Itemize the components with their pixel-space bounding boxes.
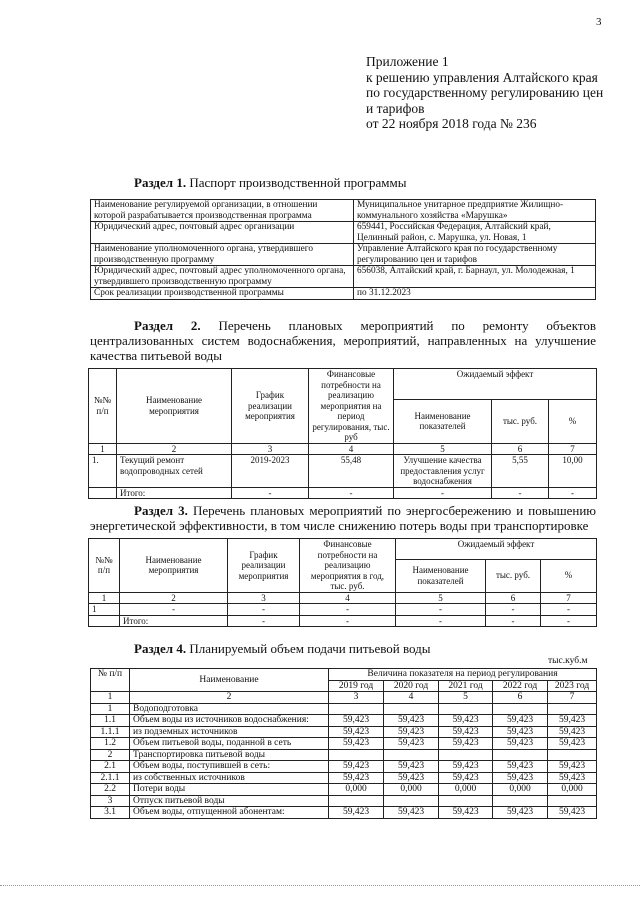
column-number: 4	[309, 443, 394, 455]
table-cell: 59,423	[493, 715, 548, 727]
header-schedule: График реализации мероприятия	[228, 539, 300, 593]
header-effect: Ожидаемый эффект	[396, 539, 597, 560]
column-number: 4	[384, 692, 439, 704]
table-cell: Объем воды из источников водоснабжения:	[130, 715, 329, 727]
passport-field-value: по 31.12.2023	[354, 288, 596, 300]
table-cell: 59,423	[493, 772, 548, 784]
section-title: Планируемый объем подачи питьевой воды	[189, 641, 431, 656]
section4-heading	[134, 641, 431, 656]
table-cell: 55,48	[309, 455, 394, 488]
table-row	[91, 715, 597, 727]
table-cell: -	[541, 615, 597, 627]
table-row	[91, 726, 597, 738]
header-period: Величина показателя на период регулирования	[329, 669, 597, 681]
table-row	[89, 604, 597, 616]
table-cell: 1.1.1	[91, 726, 130, 738]
column-number: 2	[130, 692, 329, 704]
header-indicator: Наименование показателей	[396, 559, 486, 592]
table-cell: 59,423	[384, 761, 439, 773]
section2-heading	[90, 318, 596, 363]
column-number: 1	[89, 443, 117, 455]
table-cell: -	[228, 604, 300, 616]
table-cell: 0,000	[384, 784, 439, 796]
table-cell: 59,423	[548, 726, 597, 738]
table-cell	[439, 749, 493, 761]
table-cell	[548, 795, 597, 807]
table-cell: -	[300, 615, 396, 627]
section-title: Паспорт производственной программы	[189, 175, 407, 190]
table-cell	[329, 703, 384, 715]
table-cell: -	[309, 487, 394, 499]
appendix-line: по государственному регулированию цен	[366, 85, 604, 100]
table-cell: -	[541, 604, 597, 616]
table-cell: 59,423	[493, 761, 548, 773]
header-name: Наименование мероприятия	[117, 369, 232, 444]
header-year: 2022 год	[493, 680, 548, 692]
table-cell: -	[492, 487, 549, 499]
passport-field-name: Наименование уполномоченного органа, утвердившего производственную программу	[91, 244, 354, 266]
table-cell: 3.1	[91, 807, 130, 819]
table-row	[91, 244, 596, 266]
column-number: 3	[232, 443, 309, 455]
table-cell: из подземных источников	[130, 726, 329, 738]
table-cell	[329, 749, 384, 761]
passport-field-name: Юридический адрес, почтовый адрес уполномоченного органа, утвердившего производственную программу	[91, 266, 354, 288]
table-cell: -	[486, 604, 541, 616]
header-name: Наименование мероприятия	[120, 539, 228, 593]
column-number-row	[91, 692, 597, 704]
header-rub: тыс. руб.	[492, 399, 549, 443]
table-cell: 59,423	[329, 726, 384, 738]
header-num: № п/п	[91, 669, 130, 692]
column-number: 7	[541, 592, 597, 604]
table-cell: 59,423	[493, 807, 548, 819]
table-cell: 59,423	[548, 807, 597, 819]
table-cell: 59,423	[548, 738, 597, 750]
table-cell: Объем питьевой воды, поданной в сеть	[130, 738, 329, 750]
table-row	[91, 761, 597, 773]
column-number: 3	[329, 692, 384, 704]
column-number: 3	[228, 592, 300, 604]
table-cell: 2.2	[91, 784, 130, 796]
table-cell	[548, 703, 597, 715]
header-year: 2020 год	[384, 680, 439, 692]
table-cell: -	[396, 615, 486, 627]
table-cell: 5,55	[492, 455, 549, 488]
appendix-line: Приложение 1	[366, 54, 449, 69]
column-number: 1	[91, 692, 130, 704]
passport-field-value: 659441, Российская Федерация, Алтайский край, Целинный район, с. Марушка, ул. Новая, 1	[354, 222, 596, 244]
table-cell: 59,423	[548, 772, 597, 784]
appendix-line: и тарифов	[366, 100, 425, 116]
table-row	[91, 266, 596, 288]
table-cell: 10,00	[549, 455, 597, 488]
table-row	[89, 615, 597, 627]
section1-heading	[134, 175, 406, 190]
section-label: Раздел 4.	[134, 641, 187, 656]
energy-saving-table	[88, 538, 597, 627]
table-cell: -	[228, 615, 300, 627]
appendix-line: от 22 ноября 2018 года № 236	[366, 116, 537, 131]
table-cell	[439, 795, 493, 807]
table-cell: 0,000	[493, 784, 548, 796]
page-number: 3	[596, 16, 602, 28]
page-bottom-border	[0, 885, 640, 886]
table-row	[91, 749, 597, 761]
column-number: 7	[549, 443, 597, 455]
table-cell: 59,423	[329, 772, 384, 784]
passport-field-value: Муниципальное унитарное предприятие Жилищно-коммунального хозяйства «Марушка»	[354, 200, 596, 222]
passport-field-name: Срок реализации производственной программы	[91, 288, 354, 300]
section-title: Перечень плановых мероприятий по ремонту объектов централизованных систем водоснабжения, мероприятий, направленных на улучшение качества питьевой воды	[90, 318, 596, 363]
table-cell	[89, 487, 117, 499]
table-row	[91, 222, 596, 244]
table-cell: -	[549, 487, 597, 499]
table-cell: Объем воды, поступившей в сеть:	[130, 761, 329, 773]
table-cell: Водоподготовка	[130, 703, 329, 715]
table-cell: 59,423	[493, 738, 548, 750]
table-cell: 1.	[89, 455, 117, 488]
header-pct: %	[541, 559, 597, 592]
table-cell: 59,423	[329, 738, 384, 750]
table-cell: 0,000	[439, 784, 493, 796]
table-cell: Итого:	[120, 615, 228, 627]
passport-field-name: Наименование регулируемой организации, в отношении которой разрабатывается производственная программа	[91, 200, 354, 222]
table-cell	[493, 703, 548, 715]
column-number: 5	[394, 443, 492, 455]
table-cell: 1	[89, 604, 120, 616]
section-label: Раздел 1.	[134, 175, 187, 190]
table-cell: 0,000	[329, 784, 384, 796]
column-number: 4	[300, 592, 396, 604]
header-effect: Ожидаемый эффект	[394, 369, 597, 400]
table-cell: Улучшение качества предоставления услуг водоснабжения	[394, 455, 492, 488]
section-label: Раздел 2.	[134, 318, 201, 333]
table-cell	[384, 749, 439, 761]
table-row	[91, 772, 597, 784]
table-cell: Итого:	[117, 487, 232, 499]
table-cell: 59,423	[439, 715, 493, 727]
table-cell: 1.2	[91, 738, 130, 750]
passport-field-value: Управление Алтайского края по государственному регулированию цен и тарифов	[354, 244, 596, 266]
table-cell: 59,423	[329, 715, 384, 727]
table-cell: 59,423	[329, 807, 384, 819]
table-cell	[548, 749, 597, 761]
header-year: 2023 год	[548, 680, 597, 692]
table-cell: 59,423	[548, 761, 597, 773]
table-cell: 0,000	[548, 784, 597, 796]
table-cell: 2	[91, 749, 130, 761]
table-row	[91, 784, 597, 796]
table-cell: 2.1	[91, 761, 130, 773]
column-number-row	[89, 443, 597, 455]
table-cell: 59,423	[548, 715, 597, 727]
header-num: №№ п/п	[89, 369, 117, 444]
water-supply-volume-table	[90, 668, 597, 819]
column-number: 1	[89, 592, 120, 604]
table-cell	[439, 703, 493, 715]
table-cell	[384, 795, 439, 807]
table-cell: Текущий ремонт водопроводных сетей	[117, 455, 232, 488]
column-number: 5	[396, 592, 486, 604]
passport-table	[90, 199, 596, 300]
table-cell: 59,423	[493, 726, 548, 738]
table-cell: -	[232, 487, 309, 499]
table-row	[91, 703, 597, 715]
table-cell: Потери воды	[130, 784, 329, 796]
header-finance: Финансовые потребности на реализацию мероприятия на период регулирования, тыс. руб	[309, 369, 394, 444]
column-number: 6	[486, 592, 541, 604]
table-cell: 3	[91, 795, 130, 807]
table-cell: 59,423	[439, 761, 493, 773]
header-pct: %	[549, 399, 597, 443]
table-cell: 59,423	[384, 715, 439, 727]
header-indicator: Наименование показателей	[394, 399, 492, 443]
column-number: 6	[492, 443, 549, 455]
table-cell: -	[486, 615, 541, 627]
header-finance: Финансовые потребности на реализацию мероприятия в год, тыс. руб.	[300, 539, 396, 593]
section3-heading	[90, 503, 596, 533]
table-cell: 59,423	[384, 772, 439, 784]
table-cell: 59,423	[384, 726, 439, 738]
table-cell: -	[394, 487, 492, 499]
table-row	[91, 738, 597, 750]
table-cell: 59,423	[384, 738, 439, 750]
column-number: 5	[439, 692, 493, 704]
table-row	[89, 487, 597, 499]
table-cell: -	[300, 604, 396, 616]
section-title: Перечень плановых мероприятий по энергосбережению и повышению энергетической эффективности, в том числе снижению потерь воды при транспортировке	[90, 503, 596, 533]
table-cell: Транспортировка питьевой воды	[130, 749, 329, 761]
table-cell: 59,423	[384, 807, 439, 819]
table-row	[91, 807, 597, 819]
unit-label: тыс.куб.м	[548, 656, 588, 666]
table-cell: 1.1	[91, 715, 130, 727]
table-cell: Объем воды, отпущенной абонентам:	[130, 807, 329, 819]
header-year: 2019 год	[329, 680, 384, 692]
table-cell: 2019-2023	[232, 455, 309, 488]
header-num: №№ п/п	[89, 539, 120, 593]
table-cell	[329, 795, 384, 807]
header-name: Наименование	[130, 669, 329, 692]
table-cell	[89, 615, 120, 627]
table-row	[91, 795, 597, 807]
table-row	[91, 288, 596, 300]
table-cell: Отпуск питьевой воды	[130, 795, 329, 807]
table-cell	[384, 703, 439, 715]
column-number: 2	[120, 592, 228, 604]
repair-measures-table	[88, 368, 597, 499]
column-number: 7	[548, 692, 597, 704]
table-cell: 2.1.1	[91, 772, 130, 784]
table-cell: из собственных источников	[130, 772, 329, 784]
passport-field-name: Юридический адрес, почтовый адрес организации	[91, 222, 354, 244]
appendix-block	[366, 54, 603, 132]
column-number: 2	[117, 443, 232, 455]
table-cell	[493, 749, 548, 761]
table-cell: 59,423	[439, 772, 493, 784]
column-number: 6	[493, 692, 548, 704]
header-rub: тыс. руб.	[486, 559, 541, 592]
table-row	[89, 455, 597, 488]
table-row	[91, 200, 596, 222]
table-cell: -	[120, 604, 228, 616]
header-schedule: График реализации мероприятия	[232, 369, 309, 444]
appendix-line: к решению управления Алтайского края	[366, 69, 598, 85]
table-cell: 59,423	[329, 761, 384, 773]
table-cell: -	[396, 604, 486, 616]
header-year: 2021 год	[439, 680, 493, 692]
table-cell	[493, 795, 548, 807]
table-cell: 59,423	[439, 726, 493, 738]
column-number-row	[89, 592, 597, 604]
table-cell: 59,423	[439, 807, 493, 819]
passport-field-value: 656038, Алтайский край, г. Барнаул, ул. Молодежная, 1	[354, 266, 596, 288]
table-cell: 1	[91, 703, 130, 715]
section-label: Раздел 3.	[134, 503, 188, 518]
table-cell: 59,423	[439, 738, 493, 750]
